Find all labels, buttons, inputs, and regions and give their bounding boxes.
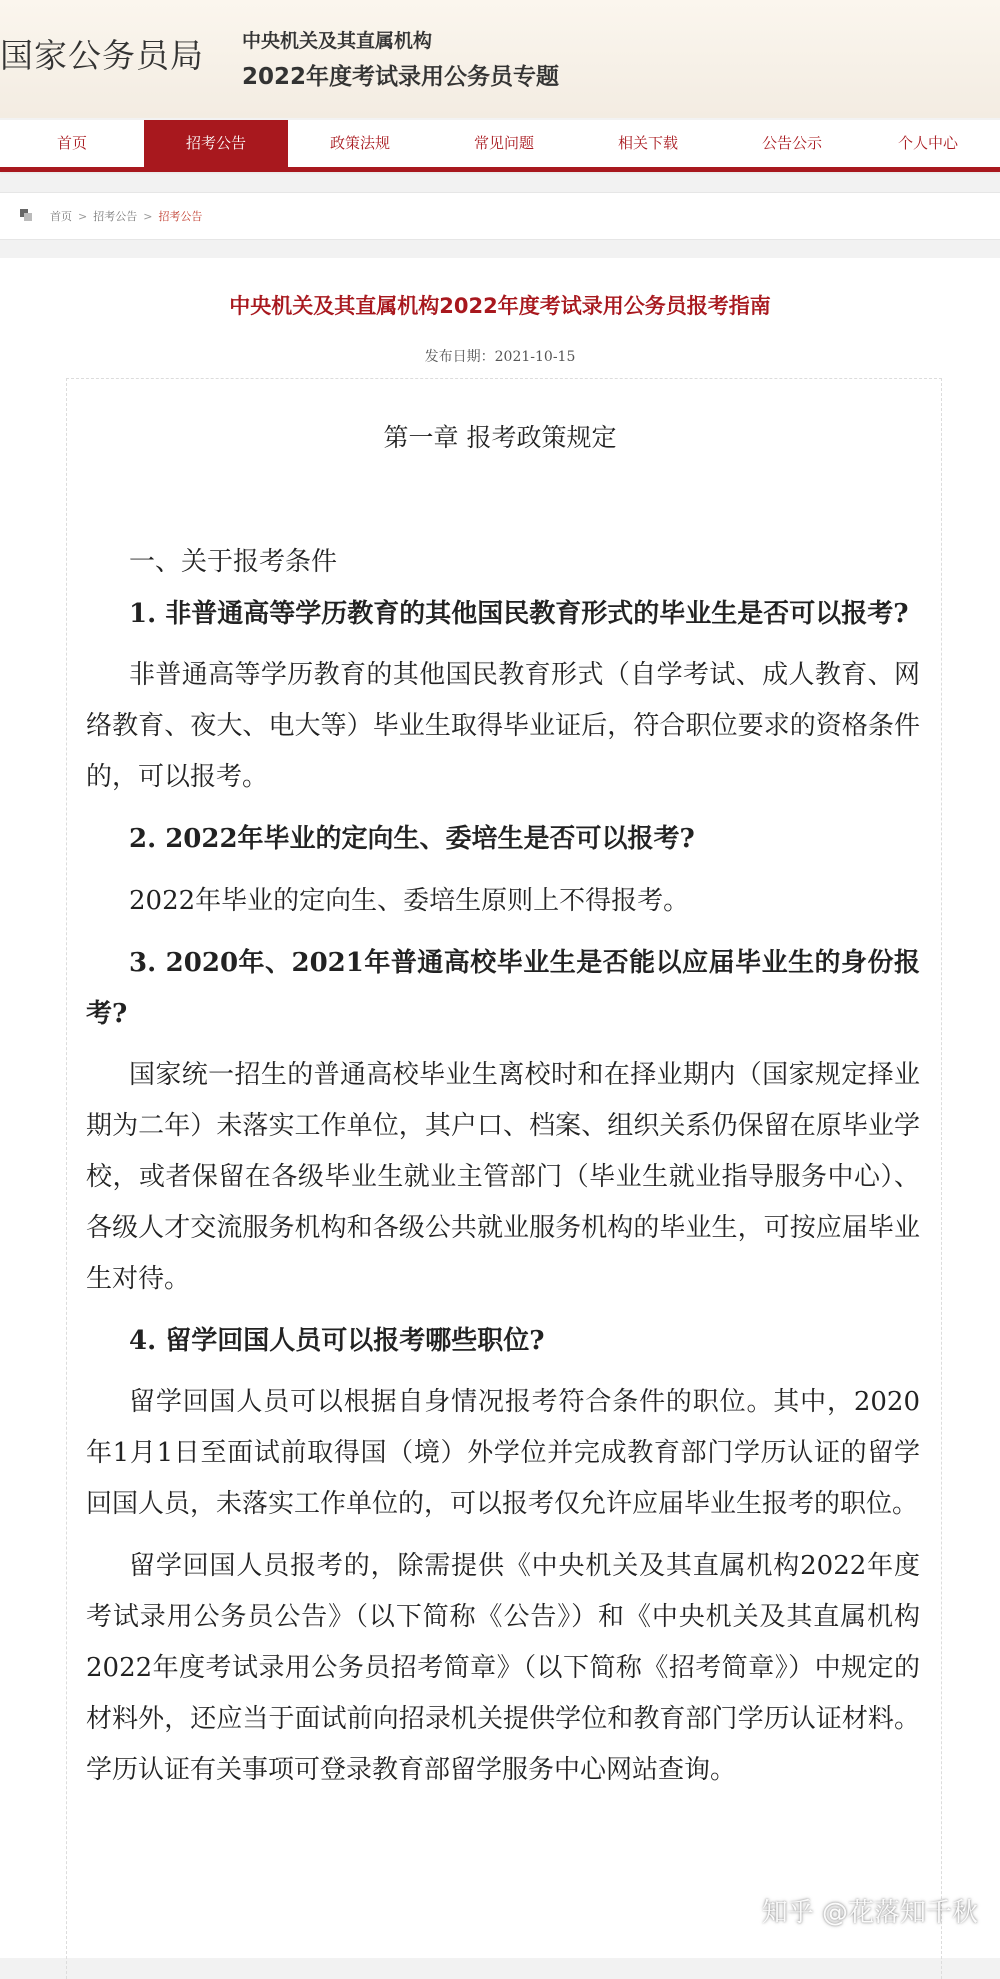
article-body	[86, 537, 920, 1796]
answer-4: 留学回国人员可以根据自身情况报考符合条件的职位。其中，2020年1月1日至面试前取得国（境）外学位并完成教育部门学历认证的留学回国人员，未落实工作单位的，可以报考仅允许应届毕业生报考的职位。	[86, 1387, 920, 1519]
breadcrumb-separator: >	[143, 210, 153, 223]
chapter-heading: 第一章 报考政策规定	[383, 423, 617, 452]
article-title: 中央机关及其直属机构2022年度考试录用公务员报考指南	[229, 294, 771, 318]
site-logo-text[interactable]: 国家公务员局	[0, 36, 204, 75]
publish-date: 发布日期：2021-10-15	[424, 349, 576, 365]
nav-recruitment-notice[interactable]: 招考公告	[144, 120, 288, 167]
nav-policy[interactable]: 政策法规	[329, 134, 390, 152]
breadcrumb-home[interactable]: 首页	[50, 210, 72, 223]
answer-1: 非普通高等学历教育的其他国民教育形式（自学考试、成人教育、网络教育、夜大、电大等）毕业生取得毕业证后，符合职位要求的资格条件的，可以报考。	[86, 660, 920, 792]
location-icon	[20, 209, 32, 221]
answer-3: 国家统一招生的普通高校毕业生离校时和在择业期内（国家规定择业期为二年）未落实工作单位，其户口、档案、组织关系仍保留在原毕业学校，或者保留在各级毕业生就业主管部门（毕业生就业指导服务中心）、各级人才交流服务机构和各级公共就业服务机构的毕业生，可按应届毕业生对待。	[86, 1060, 920, 1294]
breadcrumb-separator: >	[78, 210, 88, 223]
breadcrumb-current[interactable]: 招考公告	[158, 210, 203, 223]
nav-home[interactable]: 首页	[56, 134, 87, 152]
nav-personal-center[interactable]: 个人中心	[897, 134, 958, 152]
header-subtitle: 中央机关及其直属机构	[242, 30, 433, 52]
nav-announcements[interactable]: 公告公示	[761, 134, 822, 152]
nav-faq[interactable]: 常见问题	[473, 134, 534, 152]
question-1: 1. 非普通高等学历教育的其他国民教育形式的毕业生是否可以报考?	[129, 599, 909, 629]
header-title: 2022年度考试录用公务员专题	[242, 64, 560, 90]
nav-downloads[interactable]: 相关下载	[617, 134, 678, 152]
answer-5: 留学回国人员报考的，除需提供《中央机关及其直属机构2022年度考试录用公务员公告》（以下简称《公告》）和《中央机关及其直属机构2022年度考试录用公务员招考简章》（以下简称《招考简章》）中规定的材料外，还应当于面试前向招录机关提供学位和教育部门学历认证材料。学历认证有关事项可登录教育部留学服务中心网站查询。	[86, 1551, 920, 1785]
site-header	[0, 0, 1000, 118]
question-2: 2. 2022年毕业的定向生、委培生是否可以报考?	[129, 824, 695, 854]
main-nav	[0, 120, 1000, 172]
section-heading: 一、关于报考条件	[129, 547, 338, 577]
breadcrumb-recruitment[interactable]: 招考公告	[93, 210, 138, 223]
question-4: 4. 留学回国人员可以报考哪些职位?	[129, 1326, 545, 1356]
breadcrumb	[0, 192, 1000, 240]
question-3: 3. 2020年、2021年普通高校毕业生是否能以应届毕业生的身份报考?	[86, 948, 920, 1029]
answer-2: 2022年毕业的定向生、委培生原则上不得报考。	[129, 886, 690, 916]
zhihu-watermark: 知乎 @花落知千秋	[761, 1898, 978, 1928]
